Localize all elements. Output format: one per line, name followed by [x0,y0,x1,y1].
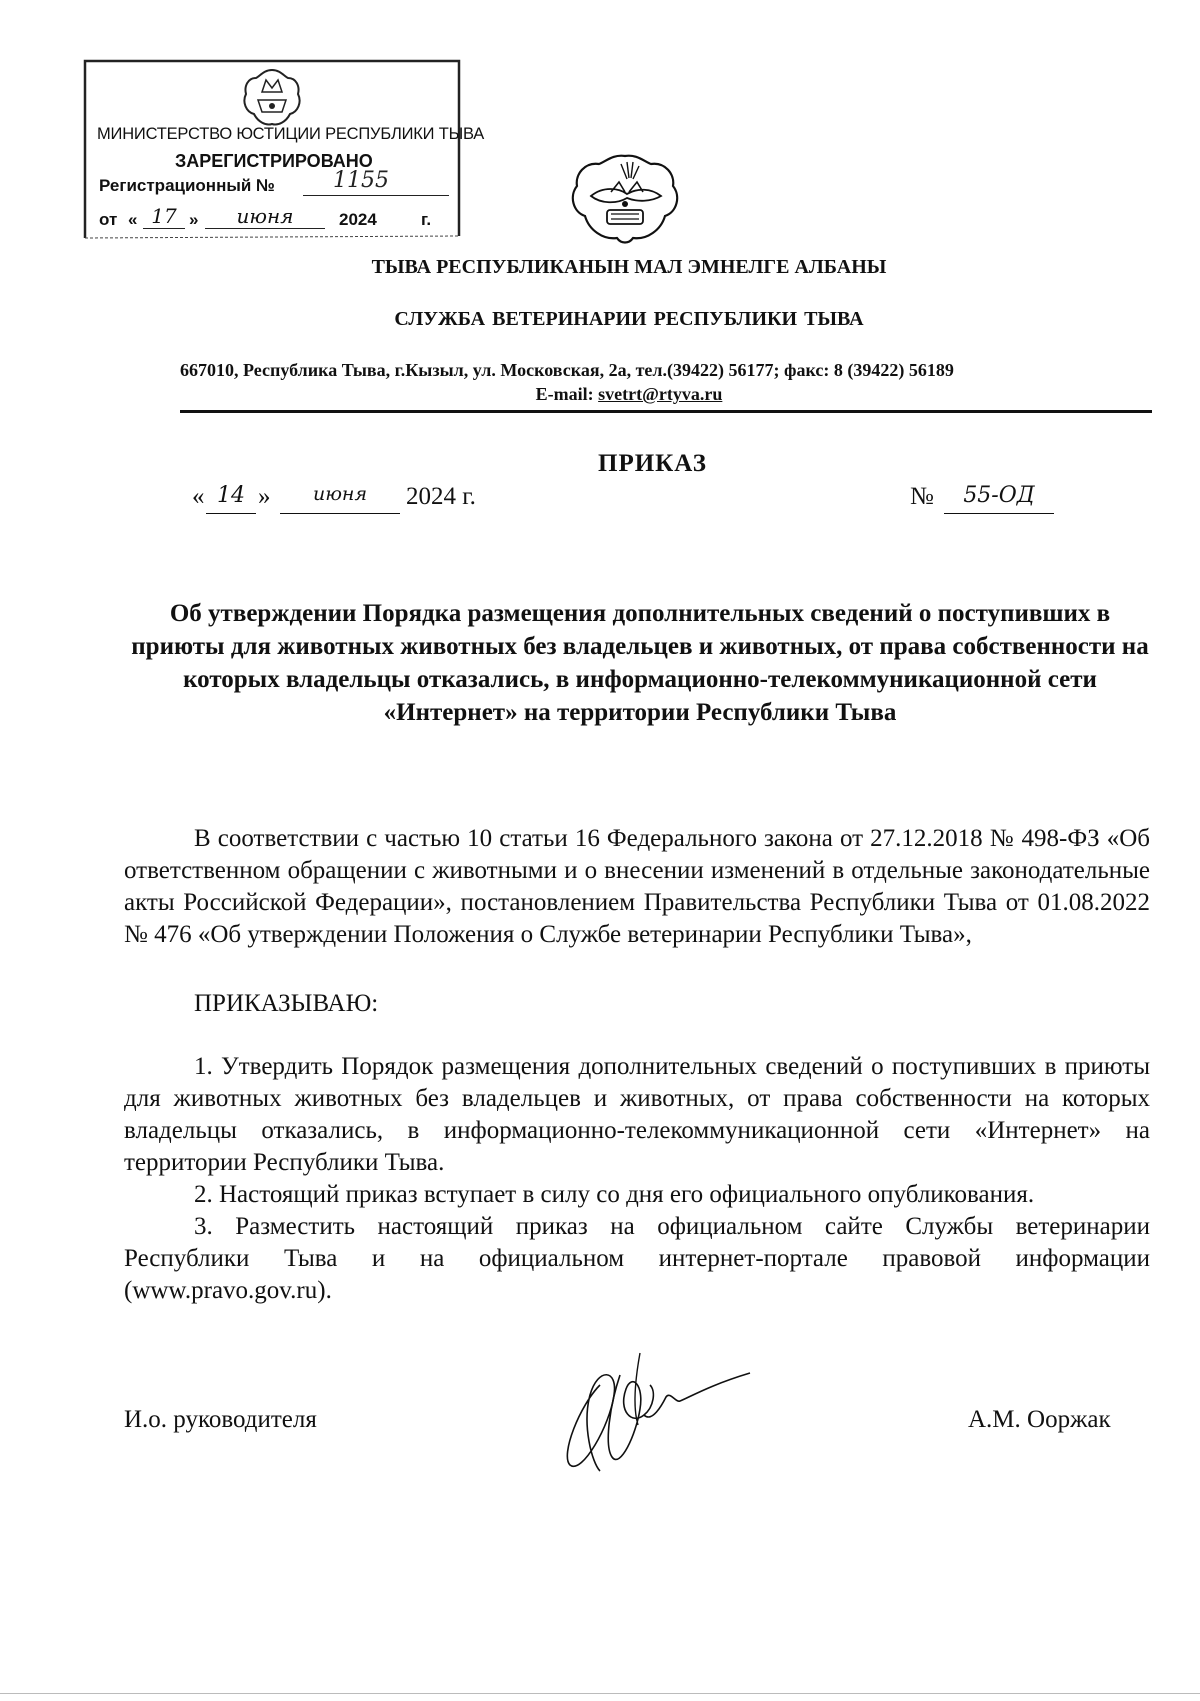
order-title: ПРИКАЗ [598,450,707,477]
order-number-label: № [910,483,934,510]
order-item-3: 3. Разместить настоящий приказ на официальном сайте Службы ветеринарии Республики Тыва и на официальном интернет-портале правовой информации (www.pravo.gov.ru). [124,1213,1150,1304]
order-date-month: июня [280,483,400,514]
stamp-reg-number: 1155 [333,168,389,193]
stamp-date-year: 2024 [339,210,377,229]
page-bottom-edge [0,1693,1200,1694]
order-date-day: 14 [206,483,256,514]
order-items [124,1051,1150,1307]
preamble-paragraph: В соответствии с частью 10 статьи 16 Федерального закона от 27.12.2018 № 498-ФЗ «Об ответственном обращении с животными и о внесении изменений в отдельные законодательные акты Российской Федерации», постановлением Правительства Республики Тыва от 01.08.2022 № 476 «Об утверждении Положения о Службе ветеринарии Республики Тыва», [124,825,1150,948]
header-divider [180,410,1152,413]
order-date [192,483,512,517]
order-number [910,483,1080,517]
org-name-tyva: ТЫВА РЕСПУБЛИКАНЫН МАЛ ЭМНЕЛГЕ АЛБАНЫ [371,256,887,278]
order-word: ПРИКАЗЫВАЮ: [194,990,379,1017]
tyva-coat-of-arms-icon [567,152,683,247]
signer-name: А.М. Ооржак [968,1406,1111,1433]
org-address: 667010, Республика Тыва, г.Кызыл, ул. Московская, 2а, тел.(39422) 56177; факс: 8 (39422) 56189 [180,360,954,380]
stamp-date-open-quote: « [128,210,138,229]
registration-stamp [83,58,485,240]
stamp-date-close-quote: » [189,210,199,229]
order-item-2: 2. Настоящий приказ вступает в силу со дня его официального опубликования. [194,1181,1035,1208]
order-date-close-quote: » [258,483,271,510]
email-label: E-mail: [535,384,594,404]
tyva-emblem-icon [240,66,304,130]
order-date-open-quote: « [192,483,205,510]
order-subject: Об утверждении Порядка размещения дополнительных сведений о поступивших в приюты для животных животных без владельцев и животных, от права собственности на которых владельцы отказались, в информационно-телекоммуникационной сети «Интернет» на территории Республики Тыва [131,600,1149,726]
stamp-date-day: 17 [143,204,185,229]
stamp-date-suffix: г. [421,210,432,229]
stamp-registered: ЗАРЕГИСТРИРОВАНО [175,151,373,171]
org-name-ru: СЛУЖБА ВЕТЕРИНАРИИ РЕСПУБЛИКИ ТЫВА [394,308,864,330]
email-link[interactable]: svetrt@rtyva.ru [598,384,723,404]
org-email-line [0,384,1200,405]
order-item-1: 1. Утвердить Порядок размещения дополнительных сведений о поступивших в приюты для животных животных без владельцев и животных, от права собственности на которых владельцы отказались, в информационно-телекоммуникационной сети «Интернет» на территории Республики Тыва. [124,1053,1150,1176]
stamp-reg-number-field [303,168,449,196]
stamp-date-month: июня [205,204,325,229]
stamp-date [99,204,449,234]
stamp-reg-label: Регистрационный № [99,176,275,195]
handwritten-signature [540,1345,770,1495]
stamp-date-prefix: от [99,210,118,229]
signer-position: И.о. руководителя [124,1406,317,1433]
stamp-ministry: МИНИСТЕРСТВО ЮСТИЦИИ РЕСПУБЛИКИ ТЫВА [97,125,485,143]
order-number-value: 55-ОД [944,483,1054,514]
order-date-year: 2024 г. [406,483,476,510]
